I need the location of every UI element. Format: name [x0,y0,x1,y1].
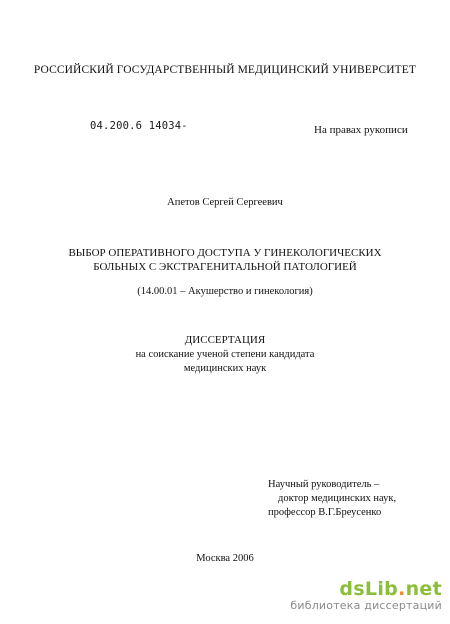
specialty-code: (14.00.01 – Акушерство и гинекология) [137,286,313,297]
supervisor-line-2: доктор медицинских наук, [278,493,397,504]
dslib-watermark [272,578,442,612]
dissertation-label: ДИССЕРТАЦИЯ [184,334,266,346]
watermark-logo-main: dsLib [339,578,399,600]
university-name: РОССИЙСКИЙ ГОСУДАРСТВЕННЫЙ МЕДИЦИНСКИЙ УНИВЕРСИТЕТ [33,64,417,76]
watermark-logo-dot: . [398,578,406,600]
supervisor-line-1: Научный руководитель – [268,479,380,490]
degree-line-1: на соискание ученой степени кандидата [135,349,315,360]
watermark-subtitle: библиотека диссертаций [290,599,442,612]
city-year: Москва 2006 [196,553,254,564]
title-line-2: БОЛЬНЫХ С ЭКСТРАГЕНИТАЛЬНОЙ ПАТОЛОГИЕЙ [93,261,357,273]
supervisor-block [268,478,396,520]
degree-statement [0,348,450,376]
dissertation-title [0,246,450,274]
rights-note: На правах рукописи [314,124,408,136]
degree-line-2: медицинских наук [183,363,267,374]
title-line-1: ВЫБОР ОПЕРАТИВНОГО ДОСТУПА У ГИНЕКОЛОГИЧЕСКИХ [68,247,382,259]
author-name: Апетов Сергей Сергеевич [167,197,283,208]
watermark-logo-tld: net [405,578,442,600]
watermark-logo [272,578,442,600]
archive-stamp-number: 04.200.6 14034- [90,120,188,132]
supervisor-line-3: профессор В.Г.Бреусенко [268,507,382,518]
